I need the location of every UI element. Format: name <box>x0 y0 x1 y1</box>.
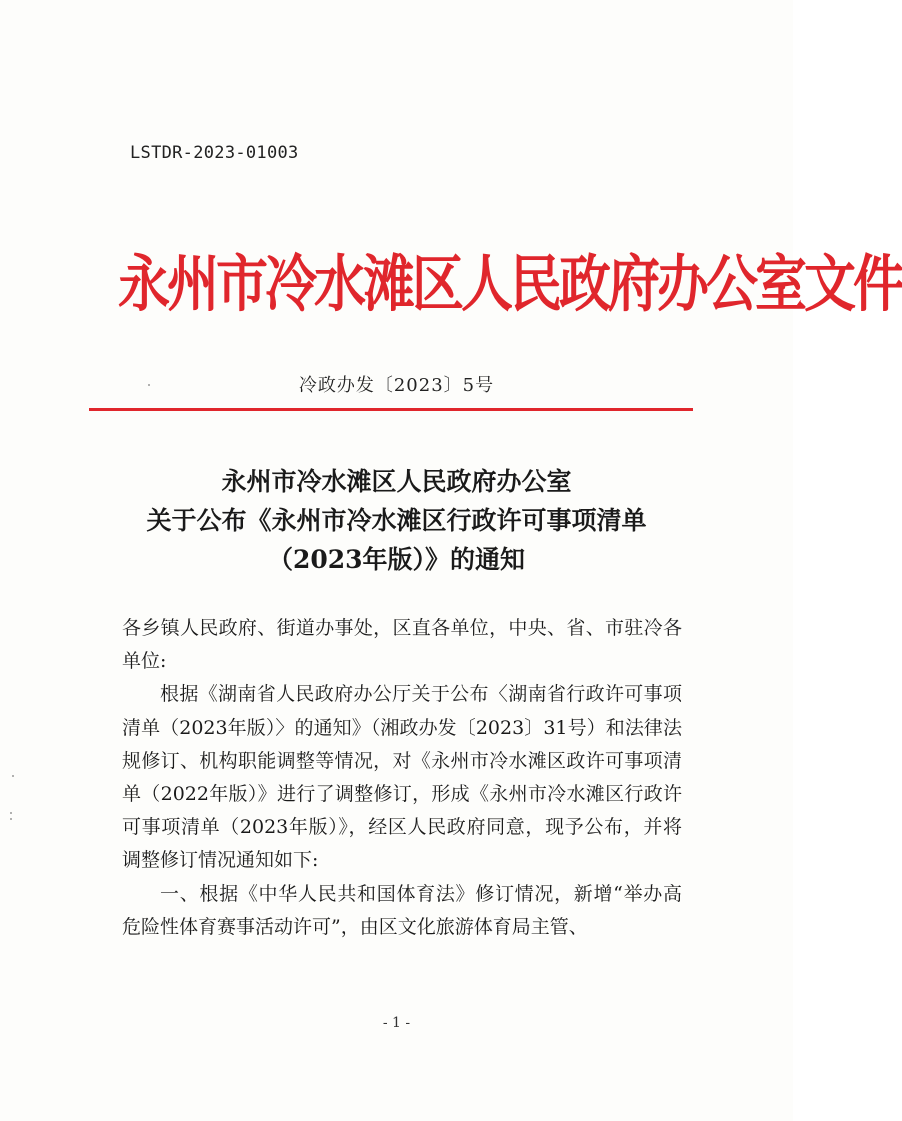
title-line-2: 关于公布《永州市冷水滩区行政许可事项清单 <box>146 506 647 535</box>
red-divider <box>89 408 693 411</box>
page-number: - 1 - <box>382 1015 411 1031</box>
document-title <box>0 462 793 579</box>
scan-speck <box>10 812 12 814</box>
scan-speck <box>148 384 150 386</box>
title-line-1: 永州市冷水滩区人民政府办公室 <box>221 467 572 496</box>
scan-speck <box>10 818 12 820</box>
document-number: 冷政办发〔2023〕5号 <box>298 375 495 396</box>
issuer-header: 永州市冷水滩区人民政府办公室文件 <box>118 249 902 321</box>
document-body <box>122 612 682 944</box>
salutation: 各乡镇人民政府、街道办事处，区直各单位，中央、省、市驻冷各单位: <box>122 617 682 673</box>
scan-speck <box>12 775 14 777</box>
body-paragraph-1: 根据《湖南省人民政府办公厅关于公布〈湖南省行政许可事项清单（2023年版）〉的通知》（湘政办发〔2023〕31号）和法律法规修订、机构职能调整等情况，对《永州市冷水滩区政许可事项清单（2022年版）》进行了调整修订，形成《永州市冷水滩区行政许可事项清单（2023年版）》，经区人民政府同意，现予公布，并将调整修订情况通知如下: <box>122 683 682 872</box>
title-line-3: （2023年版）》的通知 <box>267 545 526 574</box>
body-paragraph-2: 一、根据《中华人民共和国体育法》修订情况，新增“举办高危险性体育赛事活动许可”，由区文化旅游体育局主管、 <box>122 882 682 938</box>
document-code: LSTDR-2023-01003 <box>130 143 299 163</box>
